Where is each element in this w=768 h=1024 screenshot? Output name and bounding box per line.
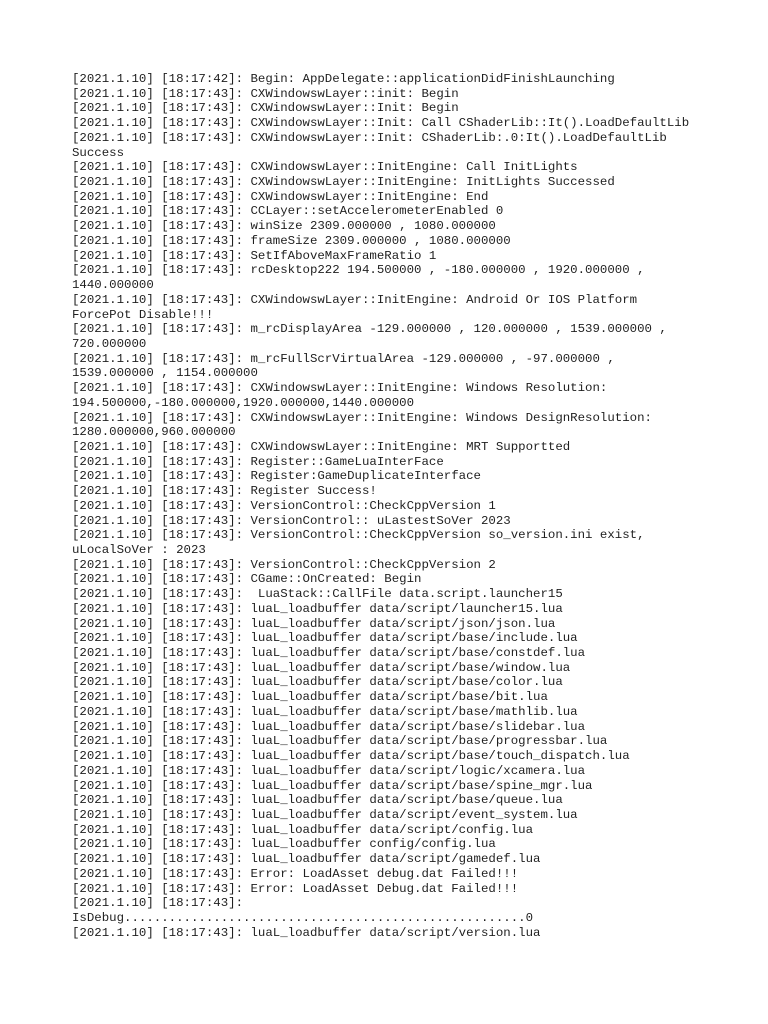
log-line: 1440.000000 [72,278,154,293]
log-line: [2021.1.10] [18:17:43]: luaL_loadbuffer data/script/base/color.lua [72,675,563,690]
log-line: [2021.1.10] [18:17:43]: luaL_loadbuffer data/script/base/spine_mgr.lua [72,778,593,793]
log-line: [2021.1.10] [18:17:43]: luaL_loadbuffer data/script/launcher15.lua [72,601,563,616]
log-line: [2021.1.10] [18:17:43]: CGame::OnCreated: Begin [72,572,422,587]
log-line: [2021.1.10] [18:17:43]: VersionControl::CheckCppVersion 1 [72,498,496,513]
log-line: [2021.1.10] [18:17:43]: luaL_loadbuffer data/script/gamedef.lua [72,852,541,867]
log-line: [2021.1.10] [18:17:43]: CXWindowswLayer::Init: CShaderLib:.0:It().LoadDefaultLib [72,130,667,145]
log-line: [2021.1.10] [18:17:43]: LuaStack::CallFile data.script.launcher15 [72,587,563,602]
log-line: [2021.1.10] [18:17:43]: luaL_loadbuffer data/script/config.lua [72,822,534,837]
log-line: 194.500000,-180.000000,1920.000000,1440.000000 [72,395,415,410]
log-line: [2021.1.10] [18:17:43]: winSize 2309.000000 , 1080.000000 [72,219,496,234]
log-line: [2021.1.10] [18:17:43]: CXWindowswLayer::InitEngine: MRT Supportted [72,439,571,454]
log-line: [2021.1.10] [18:17:43]: CXWindowswLayer::InitEngine: End [72,189,489,204]
log-line: [2021.1.10] [18:17:43]: luaL_loadbuffer data/script/base/constdef.lua [72,646,586,661]
log-line: [2021.1.10] [18:17:43]: luaL_loadbuffer data/script/base/bit.lua [72,690,548,705]
log-line: [2021.1.10] [18:17:43]: CXWindowswLayer::InitEngine: Call InitLights [72,160,578,175]
log-line: [2021.1.10] [18:17:43]: CXWindowswLayer::InitEngine: Android Or IOS Platform [72,292,638,307]
log-line: [2021.1.10] [18:17:43]: Register:GameDuplicateInterface [72,469,481,484]
log-line: [2021.1.10] [18:17:43]: luaL_loadbuffer data/script/base/mathlib.lua [72,704,578,719]
log-line: 720.000000 [72,336,147,351]
log-line: [2021.1.10] [18:17:43]: CXWindowswLayer::Init: Begin [72,101,459,116]
log-line: [2021.1.10] [18:17:43]: luaL_loadbuffer data/script/event_system.lua [72,807,578,822]
log-line: [2021.1.10] [18:17:43]: VersionControl:: uLastestSoVer 2023 [72,513,511,528]
log-line: [2021.1.10] [18:17:43]: luaL_loadbuffer data/script/base/touch_dispatch.lua [72,749,630,764]
log-line: [2021.1.10] [18:17:43]: CXWindowswLayer::InitEngine: InitLights Successed [72,175,615,190]
log-line: [2021.1.10] [18:17:43]: luaL_loadbuffer data/script/version.lua [72,925,541,940]
log-line: [2021.1.10] [18:17:43]: [72,896,244,911]
log-line: [2021.1.10] [18:17:43]: VersionControl::CheckCppVersion so_version.ini exist, [72,528,645,543]
log-line: [2021.1.10] [18:17:43]: luaL_loadbuffer config/config.lua [72,837,496,852]
log-line: [2021.1.10] [18:17:42]: Begin: AppDelegate::applicationDidFinishLaunching [72,72,615,86]
log-line: [2021.1.10] [18:17:43]: luaL_loadbuffer data/script/logic/xcamera.lua [72,763,586,778]
log-line: IsDebug......................................................0 [72,910,534,925]
log-line: 1280.000000,960.000000 [72,425,236,440]
log-line: [2021.1.10] [18:17:43]: CXWindowswLayer::init: Begin [72,86,459,101]
log-line: [2021.1.10] [18:17:43]: luaL_loadbuffer data/script/json/json.lua [72,616,556,631]
log-line: [2021.1.10] [18:17:43]: m_rcDisplayArea -129.000000 , 120.000000 , 1539.000000 , [72,322,667,337]
log-line: [2021.1.10] [18:17:43]: Error: LoadAsset Debug.dat Failed!!! [72,881,519,896]
log-line: [2021.1.10] [18:17:43]: CXWindowswLayer::Init: Call CShaderLib::It().LoadDefaultLib [72,116,690,131]
log-line: [2021.1.10] [18:17:43]: CXWindowswLayer::InitEngine: Windows DesignResolution: [72,410,652,425]
log-line: [2021.1.10] [18:17:43]: luaL_loadbuffer data/script/base/include.lua [72,631,578,646]
log-line: 1539.000000 , 1154.000000 [72,366,258,381]
log-line: uLocalSoVer : 2023 [72,543,206,557]
log-line: [2021.1.10] [18:17:43]: Register::GameLuaInterFace [72,454,444,469]
log-line: Success [72,145,125,160]
log-line: [2021.1.10] [18:17:43]: rcDesktop222 194.500000 , -180.000000 , 1920.000000 , [72,263,645,278]
log-text-block [72,72,722,940]
log-line: [2021.1.10] [18:17:43]: Error: LoadAsset debug.dat Failed!!! [72,866,519,881]
log-line: [2021.1.10] [18:17:43]: SetIfAboveMaxFrameRatio 1 [72,248,437,263]
log-line: [2021.1.10] [18:17:43]: Register Success! [72,484,377,499]
log-line: [2021.1.10] [18:17:43]: m_rcFullScrVirtualArea -129.000000 , -97.000000 , [72,351,615,366]
log-line: [2021.1.10] [18:17:43]: VersionControl::CheckCppVersion 2 [72,557,496,572]
log-line: [2021.1.10] [18:17:43]: luaL_loadbuffer data/script/base/slidebar.lua [72,719,586,734]
log-line: [2021.1.10] [18:17:43]: luaL_loadbuffer data/script/base/window.lua [72,660,571,675]
log-line: ForcePot Disable!!! [72,307,214,322]
log-line: [2021.1.10] [18:17:43]: CCLayer::setAccelerometerEnabled 0 [72,204,504,219]
log-line: [2021.1.10] [18:17:43]: luaL_loadbuffer data/script/base/queue.lua [72,793,563,808]
log-line: [2021.1.10] [18:17:43]: CXWindowswLayer::InitEngine: Windows Resolution: [72,381,608,396]
log-line: [2021.1.10] [18:17:43]: luaL_loadbuffer data/script/base/progressbar.lua [72,734,608,749]
log-line: [2021.1.10] [18:17:43]: frameSize 2309.000000 , 1080.000000 [72,233,511,248]
